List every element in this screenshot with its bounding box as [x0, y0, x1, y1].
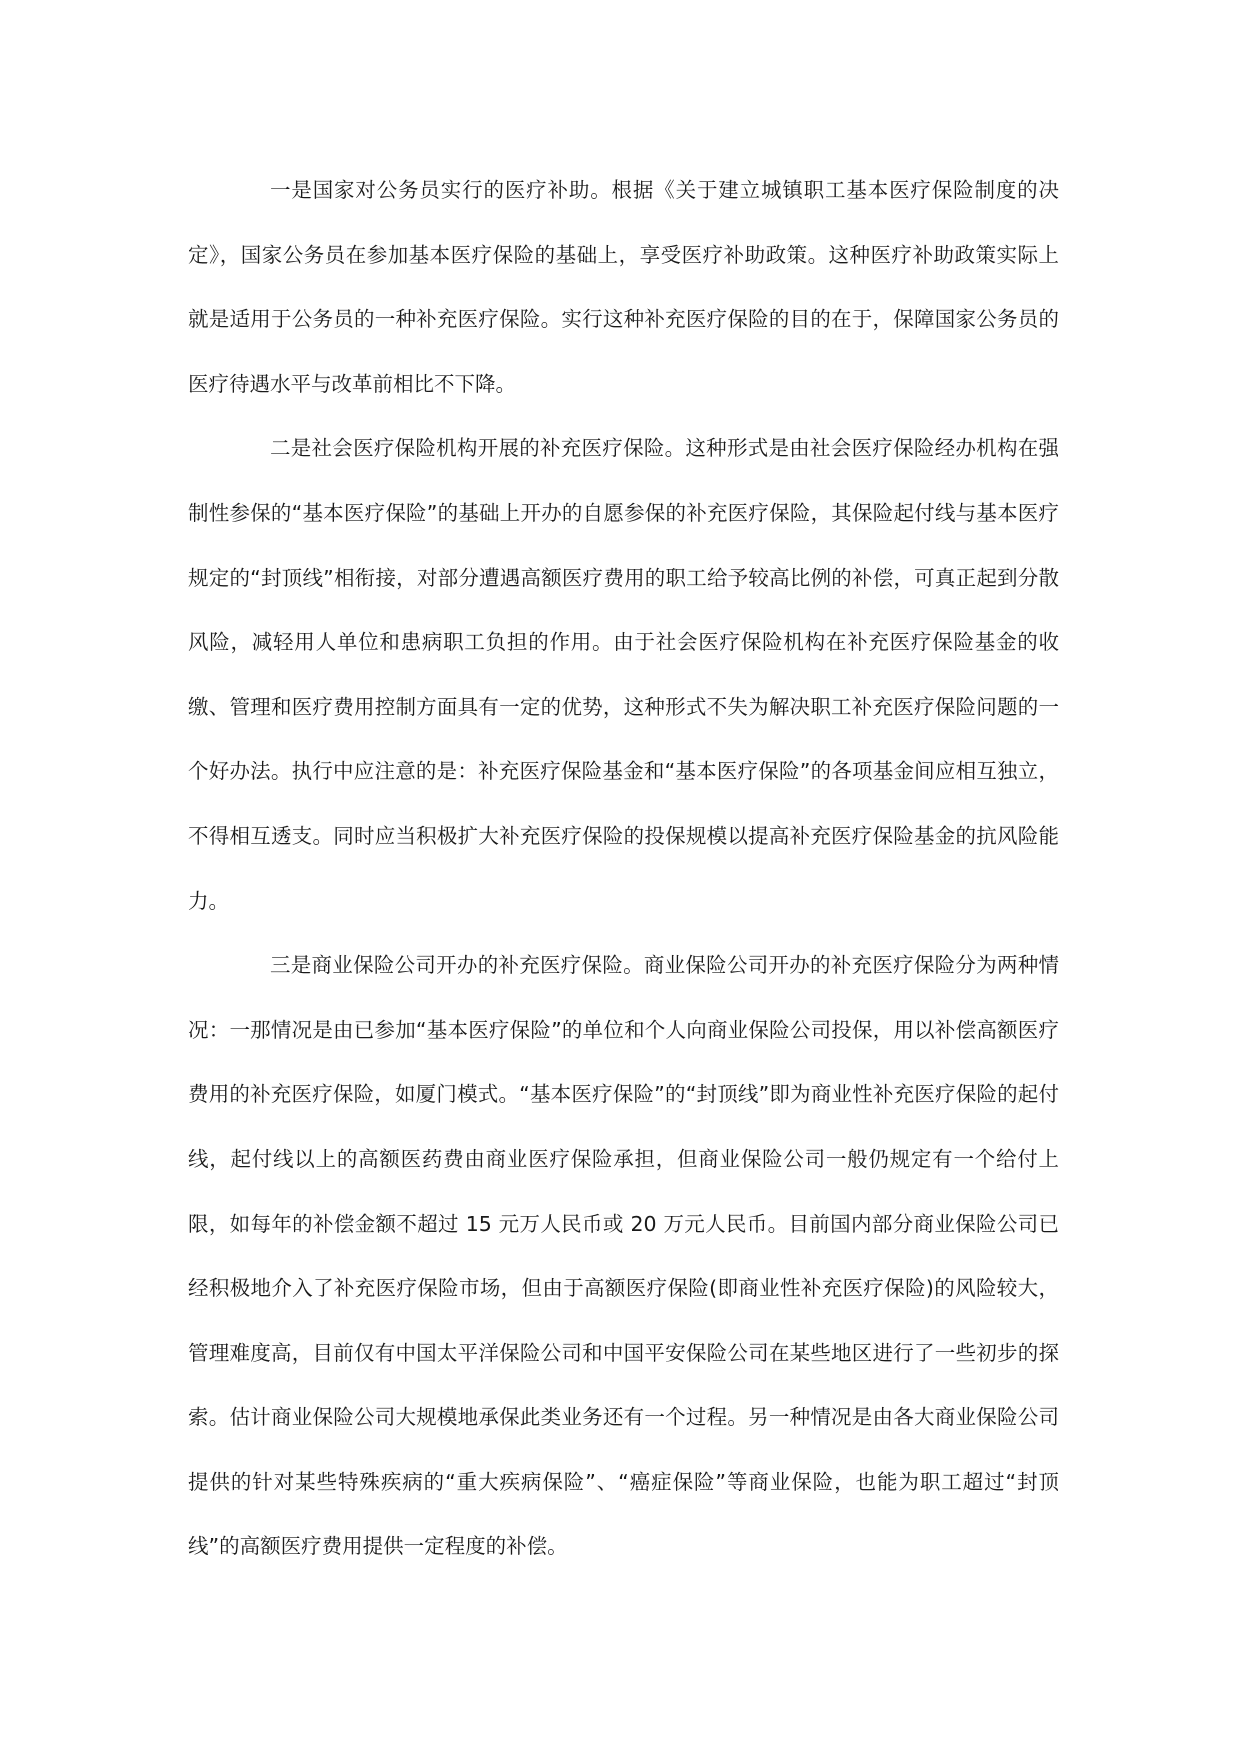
document-body	[188, 158, 1059, 1579]
paragraph-2: 二是社会医疗保险机构开展的补充医疗保险。这种形式是由社会医疗保险经办机构在强制性参保的“基本医疗保险”的基础上开办的自愿参保的补充医疗保险，其保险起付线与基本医疗规定的“封顶线”相衔接，对部分遭遇高额医疗费用的职工给予较高比例的补偿，可真正起到分散风险，减轻用人单位和患病职工负担的作用。由于社会医疗保险机构在补充医疗保险基金的收缴、管理和医疗费用控制方面具有一定的优势，这种形式不失为解决职工补充医疗保险问题的一个好办法。执行中应注意的是：补充医疗保险基金和“基本医疗保险”的各项基金间应相互独立，不得相互透支。同时应当积极扩大补充医疗保险的投保规模以提高补充医疗保险基金的抗风险能力。	[188, 436, 1059, 913]
paragraph-3: 三是商业保险公司开办的补充医疗保险。商业保险公司开办的补充医疗保险分为两种情况：一那情况是由已参加“基本医疗保险”的单位和个人向商业保险公司投保，用以补偿高额医疗费用的补充医疗保险，如厦门模式。“基本医疗保险”的“封顶线”即为商业性补充医疗保险的起付线，起付线以上的高额医药费由商业医疗保险承担，但商业保险公司一般仍规定有一个给付上限，如每年的补偿金额不超过 15 元万人民币或 20 万元人民币。目前国内部分商业保险公司已经积极地介入了补充医疗保险市场，但由于高额医疗保险(即商业性补充医疗保险)的风险较大，管理难度高，目前仅有中国太平洋保险公司和中国平安保险公司在某些地区进行了一些初步的探索。估计商业保险公司大规模地承保此类业务还有一个过程。另一种情况是由各大商业保险公司提供的针对某些特殊疾病的“重大疾病保险”、“癌症保险”等商业保险，也能为职工超过“封顶线”的高额医疗费用提供一定程度的补偿。	[188, 953, 1059, 1559]
paragraph-1: 一是国家对公务员实行的医疗补助。根据《关于建立城镇职工基本医疗保险制度的决定》，国家公务员在参加基本医疗保险的基础上，享受医疗补助政策。这种医疗补助政策实际上就是适用于公务员的一种补充医疗保险。实行这种补充医疗保险的目的在于，保障国家公务员的医疗待遇水平与改革前相比不下降。	[188, 178, 1059, 396]
